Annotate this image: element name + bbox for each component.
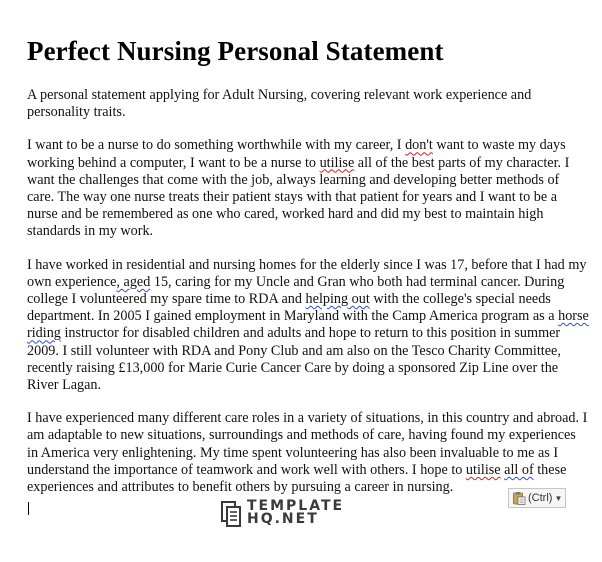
text-span: want to waste my days working behind a computer, I want to be a nurse to <box>27 137 566 171</box>
intro-paragraph: A personal statement applying for Adult Nursing, covering relevant work experience and personality traits. <box>27 87 532 121</box>
page-title: Perfect Nursing Personal Statement <box>27 36 444 66</box>
text-span: these experiences and attributes to benefit others by pursuing a career in nursing. <box>27 461 567 496</box>
text-span: with the college's special needs department. In 2005 I gained employment in Maryland with the Camp America program as a <box>27 291 559 325</box>
clipboard-icon <box>512 491 526 505</box>
text-span: I want to be a nurse to do something worthwhile with my career, I <box>27 137 406 154</box>
chevron-down-icon: ▼ <box>554 493 563 503</box>
watermark-line-2: HQ.NET <box>247 511 319 527</box>
text-span: I have experienced many different care roles in a variety of situations, in this country and abroad. I am adaptable to new situations, surroundings and methods of care, having found my experiences in America very enlightening. My time spent volunteering has also been invaluable to me as I understand the importance of teamwork and work well with others. I hope to <box>27 410 588 478</box>
paste-options-label: (Ctrl) <box>528 492 553 504</box>
grammar-flag[interactable]: horse riding <box>27 308 589 342</box>
paste-options-button[interactable] <box>508 488 566 508</box>
spelling-flag[interactable]: utilise <box>319 154 355 171</box>
paragraph-2 <box>27 257 589 395</box>
text-span: I have worked in residential and nursing homes for the elderly since I was 17, before that I had my own experience <box>27 256 587 290</box>
grammar-flag[interactable]: all of <box>504 461 534 478</box>
document-page <box>27 36 589 512</box>
text-span: instructor for disabled children and adults and hope to return to this position in summer 2009. I still volunteer with RDA and Pony Club and am also on the Tesco Charity Committee, recently raising £13,000 for Marie Curie Cancer Care by doing a sponsored Zip Line over the River Lagan. <box>27 325 561 394</box>
grammar-flag[interactable]: helping out <box>305 291 370 308</box>
text-span: 15, caring for my Uncle and Gran who both had terminal cancer. During college I volunteered my spare time to RDA and <box>27 273 565 308</box>
document-stack-icon <box>221 498 243 528</box>
paragraph-1 <box>27 137 589 240</box>
spelling-flag[interactable]: don't <box>405 137 433 154</box>
text-cursor <box>28 502 29 515</box>
text-span: all of the best parts of my character. I want the challenges that come with the job, always learning and developing better methods of care. The way one nurse treats their patient stays with that patient for years and I want to be a nurse and be remembered as one who cared, worked hard and did my best to maintain high standards in my work. <box>27 154 570 240</box>
grammar-flag[interactable]: , aged <box>116 273 151 290</box>
watermark-text <box>247 500 344 526</box>
watermark-logo <box>221 498 344 528</box>
paragraph-3 <box>27 410 589 496</box>
watermark-line-1: TEMPLATE <box>247 498 345 514</box>
spelling-flag[interactable]: utilise <box>465 461 501 478</box>
